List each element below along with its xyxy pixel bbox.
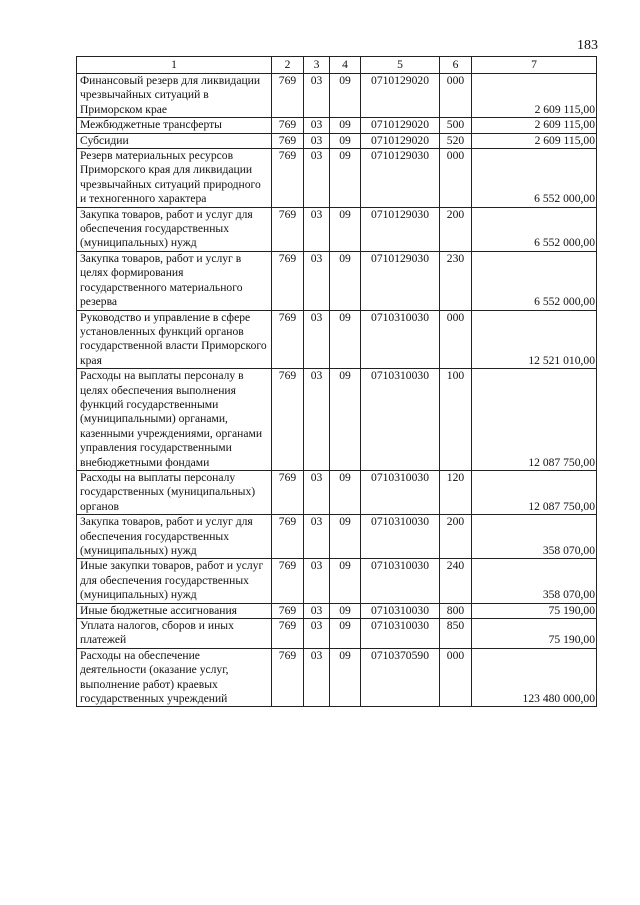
header-cell: 3	[304, 57, 330, 74]
page-number: 183	[577, 38, 598, 53]
row-code-cell: 769	[272, 74, 304, 118]
row-target-article-cell: 0710129020	[361, 133, 440, 148]
header-cell: 6	[440, 57, 472, 74]
row-target-article-cell: 0710370590	[361, 648, 440, 707]
row-subsection-cell: 09	[330, 118, 361, 133]
row-amount-cell: 358 070,00	[472, 559, 597, 603]
row-subsection-cell: 09	[330, 515, 361, 559]
row-target-article-cell: 0710310030	[361, 515, 440, 559]
table-row	[77, 648, 597, 707]
row-expense-type-cell: 200	[440, 515, 472, 559]
row-amount-cell: 358 070,00	[472, 515, 597, 559]
row-name-cell: Субсидии	[77, 133, 272, 148]
header-cell: 5	[361, 57, 440, 74]
row-section-cell: 03	[304, 74, 330, 118]
row-amount-cell: 123 480 000,00	[472, 648, 597, 707]
row-target-article-cell: 0710310030	[361, 369, 440, 471]
row-section-cell: 03	[304, 470, 330, 514]
table-row	[77, 133, 597, 148]
row-expense-type-cell: 000	[440, 149, 472, 208]
row-expense-type-cell: 230	[440, 251, 472, 310]
row-section-cell: 03	[304, 559, 330, 603]
row-name-cell: Расходы на выплаты персоналу государственных (муниципальных) органов	[77, 470, 272, 514]
row-expense-type-cell: 800	[440, 603, 472, 618]
row-target-article-cell: 0710129030	[361, 207, 440, 251]
row-target-article-cell: 0710129030	[361, 149, 440, 208]
table-row	[77, 619, 597, 649]
row-amount-cell: 2 609 115,00	[472, 74, 597, 118]
row-amount-cell: 6 552 000,00	[472, 251, 597, 310]
row-name-cell: Иные закупки товаров, работ и услуг для обеспечения государственных (муниципальных) нужд	[77, 559, 272, 603]
row-code-cell: 769	[272, 251, 304, 310]
row-target-article-cell: 0710310030	[361, 603, 440, 618]
table-row	[77, 149, 597, 208]
row-amount-cell: 12 087 750,00	[472, 369, 597, 471]
row-code-cell: 769	[272, 149, 304, 208]
row-section-cell: 03	[304, 149, 330, 208]
row-code-cell: 769	[272, 648, 304, 707]
row-name-cell: Расходы на выплаты персоналу в целях обеспечения выполнения функций государственными (муниципальными) органами, казенными учреждениями, органами управления государственными внебюджетными фондами	[77, 369, 272, 471]
row-target-article-cell: 0710310030	[361, 619, 440, 649]
row-code-cell: 769	[272, 118, 304, 133]
row-expense-type-cell: 520	[440, 133, 472, 148]
row-name-cell: Резерв материальных ресурсов Приморского края для ликвидации чрезвычайных ситуаций природного и техногенного характера	[77, 149, 272, 208]
row-expense-type-cell: 100	[440, 369, 472, 471]
row-code-cell: 769	[272, 207, 304, 251]
row-section-cell: 03	[304, 133, 330, 148]
row-subsection-cell: 09	[330, 310, 361, 369]
table-row	[77, 369, 597, 471]
row-amount-cell: 75 190,00	[472, 619, 597, 649]
row-code-cell: 769	[272, 133, 304, 148]
row-name-cell: Иные бюджетные ассигнования	[77, 603, 272, 618]
row-section-cell: 03	[304, 603, 330, 618]
row-code-cell: 769	[272, 619, 304, 649]
row-target-article-cell: 0710129020	[361, 118, 440, 133]
header-cell: 7	[472, 57, 597, 74]
row-name-cell: Межбюджетные трансферты	[77, 118, 272, 133]
row-name-cell: Закупка товаров, работ и услуг для обеспечения государственных (муниципальных) нужд	[77, 515, 272, 559]
row-subsection-cell: 09	[330, 149, 361, 208]
table-row	[77, 515, 597, 559]
row-amount-cell: 6 552 000,00	[472, 207, 597, 251]
row-amount-cell: 75 190,00	[472, 603, 597, 618]
table-row	[77, 559, 597, 603]
row-expense-type-cell: 850	[440, 619, 472, 649]
row-name-cell: Руководство и управление в сфере установленных функций органов государственной власти Приморского края	[77, 310, 272, 369]
table-row	[77, 74, 597, 118]
row-subsection-cell: 09	[330, 133, 361, 148]
row-name-cell: Финансовый резерв для ликвидации чрезвычайных ситуаций в Приморском крае	[77, 74, 272, 118]
row-expense-type-cell: 000	[440, 648, 472, 707]
row-name-cell: Расходы на обеспечение деятельности (оказание услуг, выполнение работ) краевых государственных учреждений	[77, 648, 272, 707]
row-section-cell: 03	[304, 515, 330, 559]
row-target-article-cell: 0710129030	[361, 251, 440, 310]
table-row	[77, 251, 597, 310]
row-code-cell: 769	[272, 515, 304, 559]
row-subsection-cell: 09	[330, 74, 361, 118]
row-subsection-cell: 09	[330, 603, 361, 618]
row-subsection-cell: 09	[330, 648, 361, 707]
table-row	[77, 603, 597, 618]
row-code-cell: 769	[272, 369, 304, 471]
row-section-cell: 03	[304, 251, 330, 310]
header-cell: 1	[77, 57, 272, 74]
row-expense-type-cell: 240	[440, 559, 472, 603]
table-row	[77, 470, 597, 514]
row-section-cell: 03	[304, 619, 330, 649]
budget-table	[76, 56, 597, 707]
row-subsection-cell: 09	[330, 251, 361, 310]
row-target-article-cell: 0710310030	[361, 310, 440, 369]
row-code-cell: 769	[272, 559, 304, 603]
row-expense-type-cell: 000	[440, 310, 472, 369]
table-row	[77, 118, 597, 133]
row-expense-type-cell: 500	[440, 118, 472, 133]
row-target-article-cell: 0710310030	[361, 559, 440, 603]
row-amount-cell: 2 609 115,00	[472, 118, 597, 133]
row-code-cell: 769	[272, 470, 304, 514]
table-row	[77, 310, 597, 369]
row-target-article-cell: 0710310030	[361, 470, 440, 514]
row-amount-cell: 12 521 010,00	[472, 310, 597, 369]
row-name-cell: Уплата налогов, сборов и иных платежей	[77, 619, 272, 649]
header-row	[77, 57, 597, 74]
row-subsection-cell: 09	[330, 619, 361, 649]
row-code-cell: 769	[272, 310, 304, 369]
row-section-cell: 03	[304, 207, 330, 251]
row-code-cell: 769	[272, 603, 304, 618]
row-expense-type-cell: 200	[440, 207, 472, 251]
row-subsection-cell: 09	[330, 207, 361, 251]
row-section-cell: 03	[304, 310, 330, 369]
table-row	[77, 207, 597, 251]
row-subsection-cell: 09	[330, 470, 361, 514]
row-expense-type-cell: 000	[440, 74, 472, 118]
row-section-cell: 03	[304, 118, 330, 133]
row-amount-cell: 6 552 000,00	[472, 149, 597, 208]
row-subsection-cell: 09	[330, 369, 361, 471]
row-name-cell: Закупка товаров, работ и услуг в целях формирования государственного материального резерва	[77, 251, 272, 310]
row-subsection-cell: 09	[330, 559, 361, 603]
header-cell: 4	[330, 57, 361, 74]
row-amount-cell: 2 609 115,00	[472, 133, 597, 148]
row-target-article-cell: 0710129020	[361, 74, 440, 118]
row-expense-type-cell: 120	[440, 470, 472, 514]
row-amount-cell: 12 087 750,00	[472, 470, 597, 514]
row-section-cell: 03	[304, 369, 330, 471]
header-cell: 2	[272, 57, 304, 74]
row-section-cell: 03	[304, 648, 330, 707]
row-name-cell: Закупка товаров, работ и услуг для обеспечения государственных (муниципальных) нужд	[77, 207, 272, 251]
